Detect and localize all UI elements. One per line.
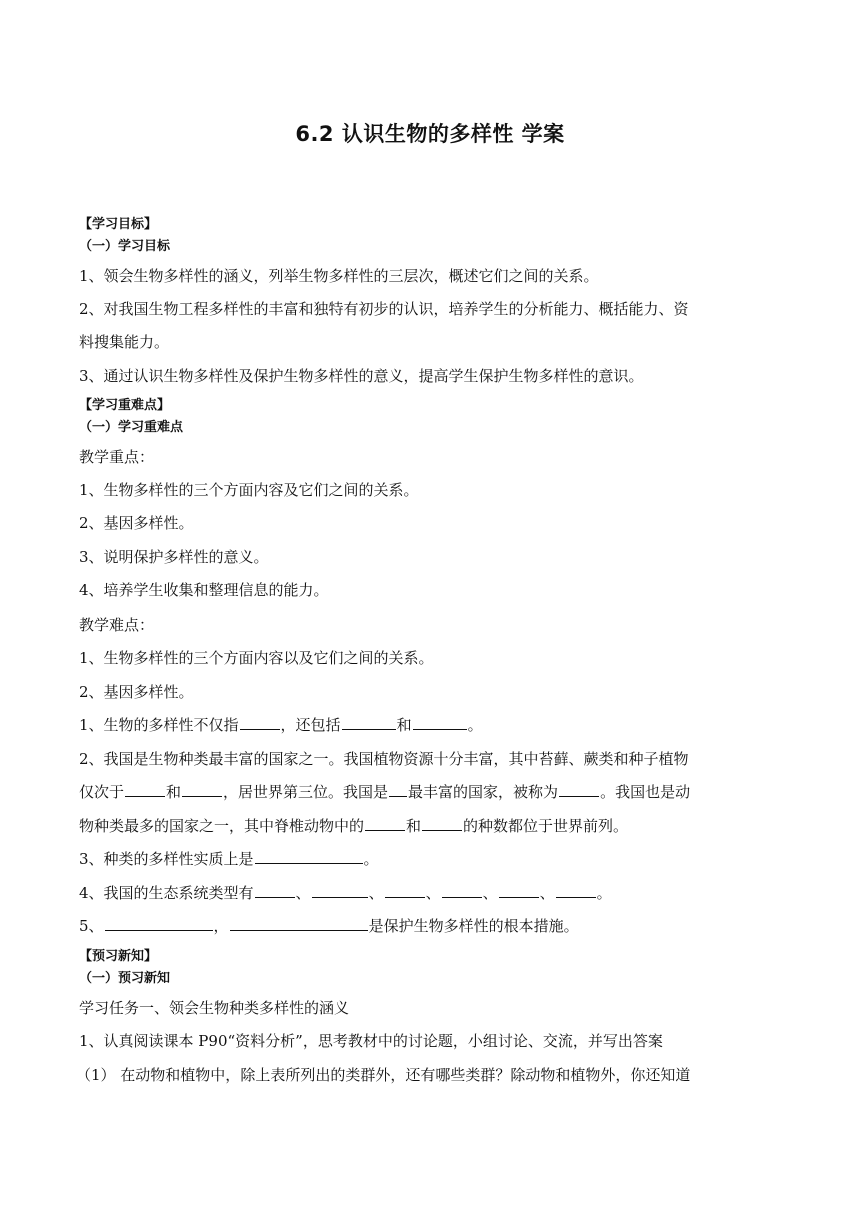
question-1-text: 和	[396, 716, 412, 734]
question-1	[79, 714, 790, 736]
separator: 、	[539, 884, 555, 902]
answer-blank[interactable]	[255, 849, 363, 864]
objective-1: 1、领会生物多样性的涵义，列举生物多样性的三层次，概述它们之间的关系。	[79, 267, 599, 285]
question-2-text: 的种数都位于世界前列。	[463, 817, 629, 835]
question-3	[79, 848, 790, 870]
difficulty-item-1: 1、生物多样性的三个方面内容以及它们之间的关系。	[79, 649, 434, 667]
answer-blank[interactable]	[413, 715, 467, 730]
learning-task-1: 学习任务一、领会生物种类多样性的涵义	[79, 999, 350, 1017]
task-instruction-1: 1、认真阅读课本 P90“资料分析”，思考教材中的讨论题，小组讨论、交流，并写出答案	[79, 1032, 663, 1050]
question-5	[79, 915, 790, 937]
question-2-text: 和	[166, 783, 182, 801]
question-1-text: 1、生物的多样性不仅指	[79, 716, 239, 734]
question-1-text: ，还包括	[280, 716, 341, 734]
separator: 、	[425, 884, 441, 902]
question-2-text: 。我国也是动	[600, 783, 691, 801]
teaching-difficulty-label: 教学难点：	[79, 616, 155, 634]
question-2-text: 和	[406, 817, 422, 835]
section-heading-preview: 【预习新知】	[79, 949, 158, 964]
section-heading-keypoints: 【学习重难点】	[79, 398, 171, 413]
answer-blank[interactable]	[240, 715, 280, 730]
focus-item-4: 4、培养学生收集和整理信息的能力。	[79, 581, 329, 599]
question-2-text: ，居世界第三位。我国是	[223, 783, 389, 801]
page-title: 6.2 认识生物的多样性 学案	[295, 122, 565, 146]
answer-blank[interactable]	[385, 883, 425, 898]
question-5-text: ，	[213, 917, 229, 935]
question-1-text: 。	[467, 716, 483, 734]
question-4	[79, 882, 790, 904]
teaching-focus-label: 教学重点：	[79, 448, 155, 466]
question-3-text: 。	[363, 850, 379, 868]
question-2-text: 最丰富的国家，被称为	[408, 783, 559, 801]
objective-2-line2: 料搜集能力。	[79, 333, 170, 351]
question-2-line3	[79, 815, 790, 837]
subheading-objectives: （一）学习目标	[79, 239, 171, 254]
answer-blank[interactable]	[312, 883, 368, 898]
section-heading-objectives: 【学习目标】	[79, 217, 158, 232]
answer-blank[interactable]	[422, 816, 462, 831]
question-5-text: 5、	[79, 917, 104, 935]
answer-blank[interactable]	[342, 715, 396, 730]
answer-blank[interactable]	[255, 883, 295, 898]
answer-blank[interactable]	[389, 782, 407, 797]
answer-blank[interactable]	[499, 883, 539, 898]
question-2-line1: 2、我国是生物种类最丰富的国家之一。我国植物资源十分丰富，其中苔藓、蕨类和种子植物	[79, 750, 689, 768]
answer-blank[interactable]	[230, 916, 368, 931]
task-question-1: （1） 在动物和植物中，除上表所列出的类群外，还有哪些类群？除动物和植物外，你还知道	[76, 1066, 691, 1084]
answer-blank[interactable]	[559, 782, 599, 797]
question-2-text: 物种类最多的国家之一，其中脊椎动物中的	[79, 817, 365, 835]
focus-item-3: 3、说明保护多样性的意义。	[79, 548, 269, 566]
question-4-text: 4、我国的生态系统类型有	[79, 884, 254, 902]
focus-item-1: 1、生物多样性的三个方面内容及它们之间的关系。	[79, 481, 419, 499]
question-4-text: 。	[596, 884, 612, 902]
question-5-text: 是保护生物多样性的根本措施。	[368, 917, 579, 935]
answer-blank[interactable]	[125, 782, 165, 797]
question-2-text: 仅次于	[79, 783, 125, 801]
separator: 、	[368, 884, 384, 902]
subheading-keypoints: （一）学习重难点	[79, 420, 184, 435]
answer-blank[interactable]	[556, 883, 596, 898]
question-3-text: 3、种类的多样性实质上是	[79, 850, 254, 868]
subheading-preview: （一）预习新知	[79, 971, 171, 986]
answer-blank[interactable]	[105, 916, 213, 931]
question-2-line2	[79, 781, 790, 803]
answer-blank[interactable]	[442, 883, 482, 898]
objective-3: 3、通过认识生物多样性及保护生物多样性的意义，提高学生保护生物多样性的意识。	[79, 367, 644, 385]
separator: 、	[482, 884, 498, 902]
focus-item-2: 2、基因多样性。	[79, 514, 194, 532]
answer-blank[interactable]	[365, 816, 405, 831]
difficulty-item-2: 2、基因多样性。	[79, 683, 194, 701]
answer-blank[interactable]	[182, 782, 222, 797]
objective-2-line1: 2、对我国生物工程多样性的丰富和独特有初步的认识，培养学生的分析能力、概括能力、资	[79, 300, 689, 318]
separator: 、	[295, 884, 311, 902]
